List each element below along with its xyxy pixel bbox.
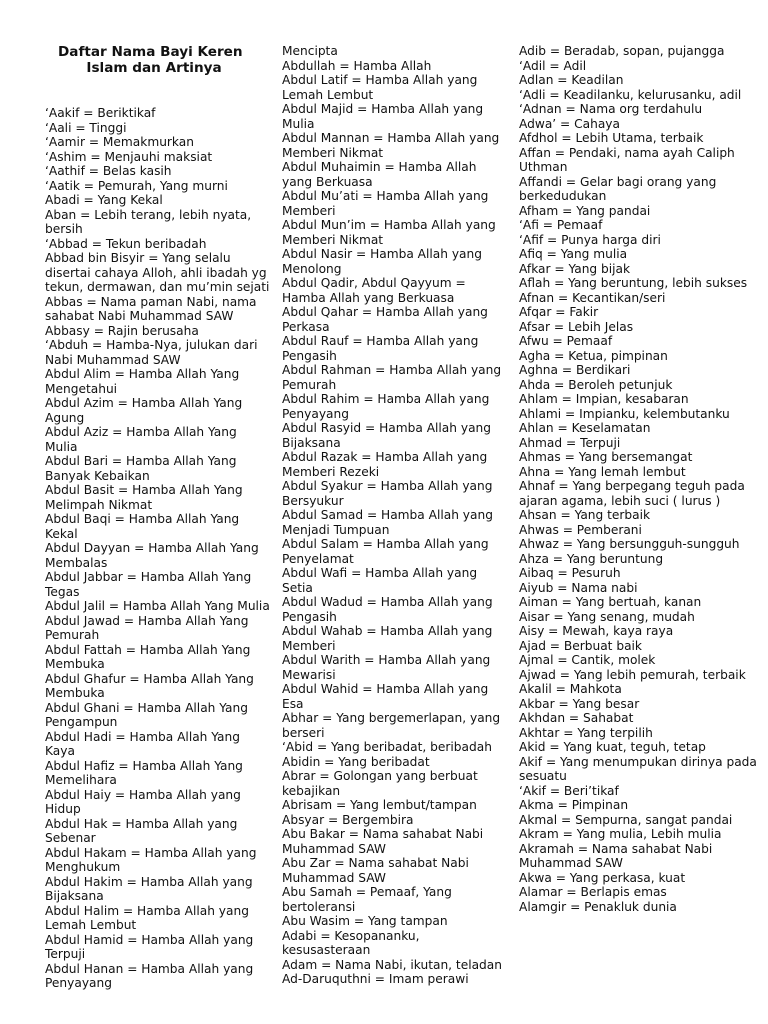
name-entry: Aiyub = Nama nabi — [519, 580, 638, 595]
name-entry: Ahlam = Impian, kesabaran — [519, 392, 689, 406]
name-entry: Ahda = Beroleh petunjuk — [519, 377, 673, 392]
name-entry: Abu Zar = Nama sahabat Nabi Muhammad SAW — [282, 856, 469, 885]
name-entry: Alamar = Berlapis emas — [519, 885, 667, 899]
name-entry: Abdul Majid = Hamba Allah yang Mulia — [282, 102, 484, 131]
name-entry: Akwa = Yang perkasa, kuat — [519, 870, 686, 885]
name-entry: Afham = Yang pandai — [519, 203, 651, 218]
name-entry: Abdul Rahim = Hamba Allah yang Penyayang — [282, 392, 490, 421]
name-entry: Abdul Halim = Hamba Allah yang Lemah Lembut — [45, 903, 249, 932]
name-entry: Abdul Samad = Hamba Allah yang Menjadi Tumpuan — [282, 508, 493, 537]
name-entry: Abdul Wahab = Hamba Allah yang Memberi — [282, 624, 493, 653]
name-entry: Abbas = Nama paman Nabi, nama sahabat Nabi Muhammad SAW — [45, 294, 257, 323]
name-entry: Ad-Daruquthni = Imam perawi — [282, 972, 469, 986]
name-entry: ‘Aamir = Memakmurkan — [45, 135, 194, 149]
name-entry: Abdul Hafiz = Hamba Allah Yang Memelihara — [45, 758, 243, 787]
name-entry: ‘Abid = Yang beribadat, beribadah — [282, 740, 492, 754]
name-entry: ‘Ashim = Menjauhi maksiat — [45, 149, 213, 164]
name-entry: Abdul Mun’im = Hamba Allah yang Memberi Nikmat — [282, 218, 496, 247]
name-entry: Abdul Hamid = Hamba Allah yang Terpuji — [45, 932, 254, 961]
name-entry: ‘Aathif = Belas kasih — [45, 164, 172, 178]
name-entry: Afwu = Pemaaf — [519, 334, 613, 348]
name-entry: Abbad bin Bisyir = Yang selalu disertai cahaya Alloh, ahli ibadah yg tekun, dermawan, dan mu’min sejati — [45, 251, 270, 294]
name-entry: Ahza = Yang beruntung — [519, 551, 664, 566]
name-entry: ‘Aakif = Beriktikaf — [45, 106, 156, 120]
name-entry: Akmal = Sempurna, sangat pandai — [519, 812, 733, 827]
name-entry: ‘Aali = Tinggi — [45, 120, 127, 135]
name-entry: Abdul Basit = Hamba Allah Yang Melimpah Nikmat — [45, 483, 243, 512]
name-entry: Abdul Hak = Hamba Allah yang Sebenar — [45, 816, 238, 845]
name-entry: Ahlan = Keselamatan — [519, 421, 651, 435]
name-entry: Abdul Rauf = Hamba Allah yang Pengasih — [282, 334, 479, 363]
name-entry: Abdullah = Hamba Allah — [282, 58, 432, 73]
column-2 — [282, 44, 504, 987]
name-entry: Abdul Haiy = Hamba Allah yang Hidup — [45, 787, 241, 816]
name-entry: Abdul Rasyid = Hamba Allah yang Bijaksana — [282, 421, 492, 450]
name-entry: Adib = Beradab, sopan, pujangga — [519, 44, 725, 58]
name-entry: Abdul Latif = Hamba Allah yang Lemah Lembut — [282, 73, 478, 102]
name-entry: Abdul Jabbar = Hamba Allah Yang Tegas — [45, 570, 252, 599]
entry-list — [45, 106, 270, 991]
name-entry: Akram = Yang mulia, Lebih mulia — [519, 827, 722, 841]
name-entry: Abdul Fattah = Hamba Allah Yang Membuka — [45, 642, 251, 671]
name-entry: ‘Abbad = Tekun beribadah — [45, 236, 207, 251]
name-entry: Abdul Warith = Hamba Allah yang Mewarisi — [282, 653, 491, 682]
name-entry: Abdul Wafi = Hamba Allah yang Setia — [282, 566, 478, 595]
name-entry: Abdul Ghafur = Hamba Allah Yang Membuka — [45, 671, 254, 700]
name-entry: Abdul Jalil = Hamba Allah Yang Mulia — [45, 599, 270, 613]
name-entry: Akbar = Yang besar — [519, 696, 640, 711]
name-entry: Abdul Qahar = Hamba Allah yang Perkasa — [282, 305, 488, 334]
name-entry: Abdul Salam = Hamba Allah yang Penyelamat — [282, 537, 489, 566]
name-entry: Abdul Rahman = Hamba Allah yang Pemurah — [282, 363, 502, 392]
name-entry: ‘Aatik = Pemurah, Yang murni — [45, 178, 228, 193]
name-entry: Abdul Mu’ati = Hamba Allah yang Memberi — [282, 189, 489, 218]
name-entry: Abdul Mannan = Hamba Allah yang Memberi Nikmat — [282, 131, 500, 160]
name-entry: Mencipta — [282, 44, 338, 58]
name-entry: Ahna = Yang lemah lembut — [519, 464, 686, 479]
entry-list — [282, 44, 504, 987]
name-entry: Ahnaf = Yang berpegang teguh pada ajaran agama, lebih suci ( lurus ) — [519, 479, 745, 508]
name-entry: ‘Akif = Beri’tikaf — [519, 783, 619, 798]
name-entry: Akif = Yang menumpukan dirinya pada sesuatu — [519, 754, 757, 783]
name-entry: Adam = Nama Nabi, ikutan, teladan — [282, 957, 502, 972]
name-entry: Akhdan = Sahabat — [519, 711, 634, 725]
name-entry: Ahmad = Terpuji — [519, 435, 621, 450]
name-entry: Abdul Muhaimin = Hamba Allah yang Berkuasa — [282, 160, 477, 189]
name-entry: Abdul Syakur = Hamba Allah yang Bersyukur — [282, 479, 493, 508]
name-entry: Abdul Alim = Hamba Allah Yang Mengetahui — [45, 367, 240, 396]
name-entry: Abdul Wahid = Hamba Allah yang Esa — [282, 682, 489, 711]
name-entry: Abdul Hanan = Hamba Allah yang Penyayang — [45, 961, 254, 990]
name-entry: Abdul Jawad = Hamba Allah Yang Pemurah — [45, 613, 249, 642]
entry-list — [519, 44, 763, 914]
name-entry: Aisy = Mewah, kaya raya — [519, 624, 674, 638]
name-entry: ‘Afif = Punya harga diri — [519, 232, 661, 247]
name-entry: Adabi = Kesopananku, kesusasteraan — [282, 928, 420, 957]
name-entry: ‘Abduh = Hamba-Nya, julukan dari Nabi Muhammad SAW — [45, 338, 258, 367]
column-3 — [519, 44, 763, 914]
name-entry: Akma = Pimpinan — [519, 798, 629, 812]
name-entry: Ahwas = Pemberani — [519, 522, 642, 537]
name-entry: Ahlami = Impianku, kelembutanku — [519, 406, 730, 421]
name-entry: Aibaq = Pesuruh — [519, 566, 621, 580]
name-entry: Abhar = Yang bergemerlapan, yang berseri — [282, 711, 501, 740]
name-entry: Aiman = Yang bertuah, kanan — [519, 595, 702, 609]
name-entry: Abdul Razak = Hamba Allah yang Memberi Rezeki — [282, 450, 488, 479]
name-entry: Ajwad = Yang lebih pemurah, terbaik — [519, 667, 746, 682]
name-entry: Aban = Lebih terang, lebih nyata, bersih — [45, 207, 252, 236]
name-entry: Absyar = Bergembira — [282, 812, 414, 827]
name-entry: Abdul Qadir, Abdul Qayyum = Hamba Allah yang Berkuasa — [282, 276, 466, 305]
name-entry: Aflah = Yang beruntung, lebih sukses — [519, 276, 748, 290]
name-entry: Abrisam = Yang lembut/tampan — [282, 798, 477, 812]
name-entry: Ahwaz = Yang bersungguh-sungguh — [519, 537, 740, 551]
name-entry: Akid = Yang kuat, teguh, tetap — [519, 740, 706, 754]
name-entry: ‘Adnan = Nama org terdahulu — [519, 102, 703, 116]
name-entry: Ajad = Berbuat baik — [519, 638, 642, 653]
name-entry: Abdul Azim = Hamba Allah Yang Agung — [45, 396, 243, 425]
name-entry: Abidin = Yang beribadat — [282, 754, 430, 769]
name-entry: Adlan = Keadilan — [519, 73, 624, 87]
name-entry: Aisar = Yang senang, mudah — [519, 609, 695, 624]
name-entry: ‘Adli = Keadilanku, kelurusanku, adil — [519, 87, 742, 102]
name-entry: Abrar = Golongan yang berbuat kebajikan — [282, 769, 478, 798]
name-entry: Abadi = Yang Kekal — [45, 193, 163, 207]
name-entry: Agha = Ketua, pimpinan — [519, 348, 668, 363]
name-entry: Alamgir = Penakluk dunia — [519, 899, 677, 914]
name-entry: Afkar = Yang bijak — [519, 261, 631, 276]
name-entry: Abu Bakar = Nama sahabat Nabi Muhammad SAW — [282, 827, 484, 856]
name-entry: Abdul Hakim = Hamba Allah yang Bijaksana — [45, 874, 253, 903]
name-entry: Akalil = Mahkota — [519, 682, 622, 696]
name-entry: Abdul Hakam = Hamba Allah yang Menghukum — [45, 845, 257, 874]
name-entry: Abdul Nasir = Hamba Allah yang Menolong — [282, 247, 482, 276]
name-entry: Ahsan = Yang terbaik — [519, 508, 651, 522]
name-entry: Akhtar = Yang terpilih — [519, 725, 653, 740]
name-entry: Abdul Hadi = Hamba Allah Yang Kaya — [45, 729, 240, 758]
name-entry: ‘Adil = Adil — [519, 58, 587, 73]
name-entry: Abu Samah = Pemaaf, Yang bertoleransi — [282, 885, 452, 914]
name-entry: ‘Afi = Pemaaf — [519, 218, 603, 232]
name-entry: Abdul Dayyan = Hamba Allah Yang Membalas — [45, 541, 259, 570]
name-entry: Affandi = Gelar bagi orang yang berkedudukan — [519, 174, 717, 203]
name-entry: Afiq = Yang mulia — [519, 247, 628, 261]
name-entry: Afqar = Fakir — [519, 305, 599, 319]
name-entry: Abdul Wadud = Hamba Allah yang Pengasih — [282, 595, 493, 624]
name-entry: Aghna = Berdikari — [519, 363, 631, 377]
name-entry: Akramah = Nama sahabat Nabi Muhammad SAW — [519, 841, 713, 870]
column-1 — [45, 44, 270, 991]
name-entry: Ahmas = Yang bersemangat — [519, 450, 693, 464]
name-entry: Abu Wasim = Yang tampan — [282, 914, 448, 928]
name-entry: Affan = Pendaki, nama ayah Caliph Uthman — [519, 145, 735, 174]
name-entry: Abdul Bari = Hamba Allah Yang Banyak Kebaikan — [45, 454, 237, 483]
name-entry: Abdul Baqi = Hamba Allah Yang Kekal — [45, 512, 240, 541]
name-entry: Adwa’ = Cahaya — [519, 116, 620, 131]
name-entry: Afdhol = Lebih Utama, terbaik — [519, 131, 704, 145]
name-entry: Abdul Ghani = Hamba Allah Yang Pengampun — [45, 700, 248, 729]
document-title: Daftar Nama Bayi Keren Islam dan Artinya — [58, 44, 243, 76]
name-entry: Afsar = Lebih Jelas — [519, 319, 634, 334]
name-entry: Afnan = Kecantikan/seri — [519, 290, 666, 305]
name-entry: Ajmal = Cantik, molek — [519, 653, 656, 667]
name-entry: Abdul Aziz = Hamba Allah Yang Mulia — [45, 425, 237, 454]
name-entry: Abbasy = Rajin berusaha — [45, 323, 199, 338]
